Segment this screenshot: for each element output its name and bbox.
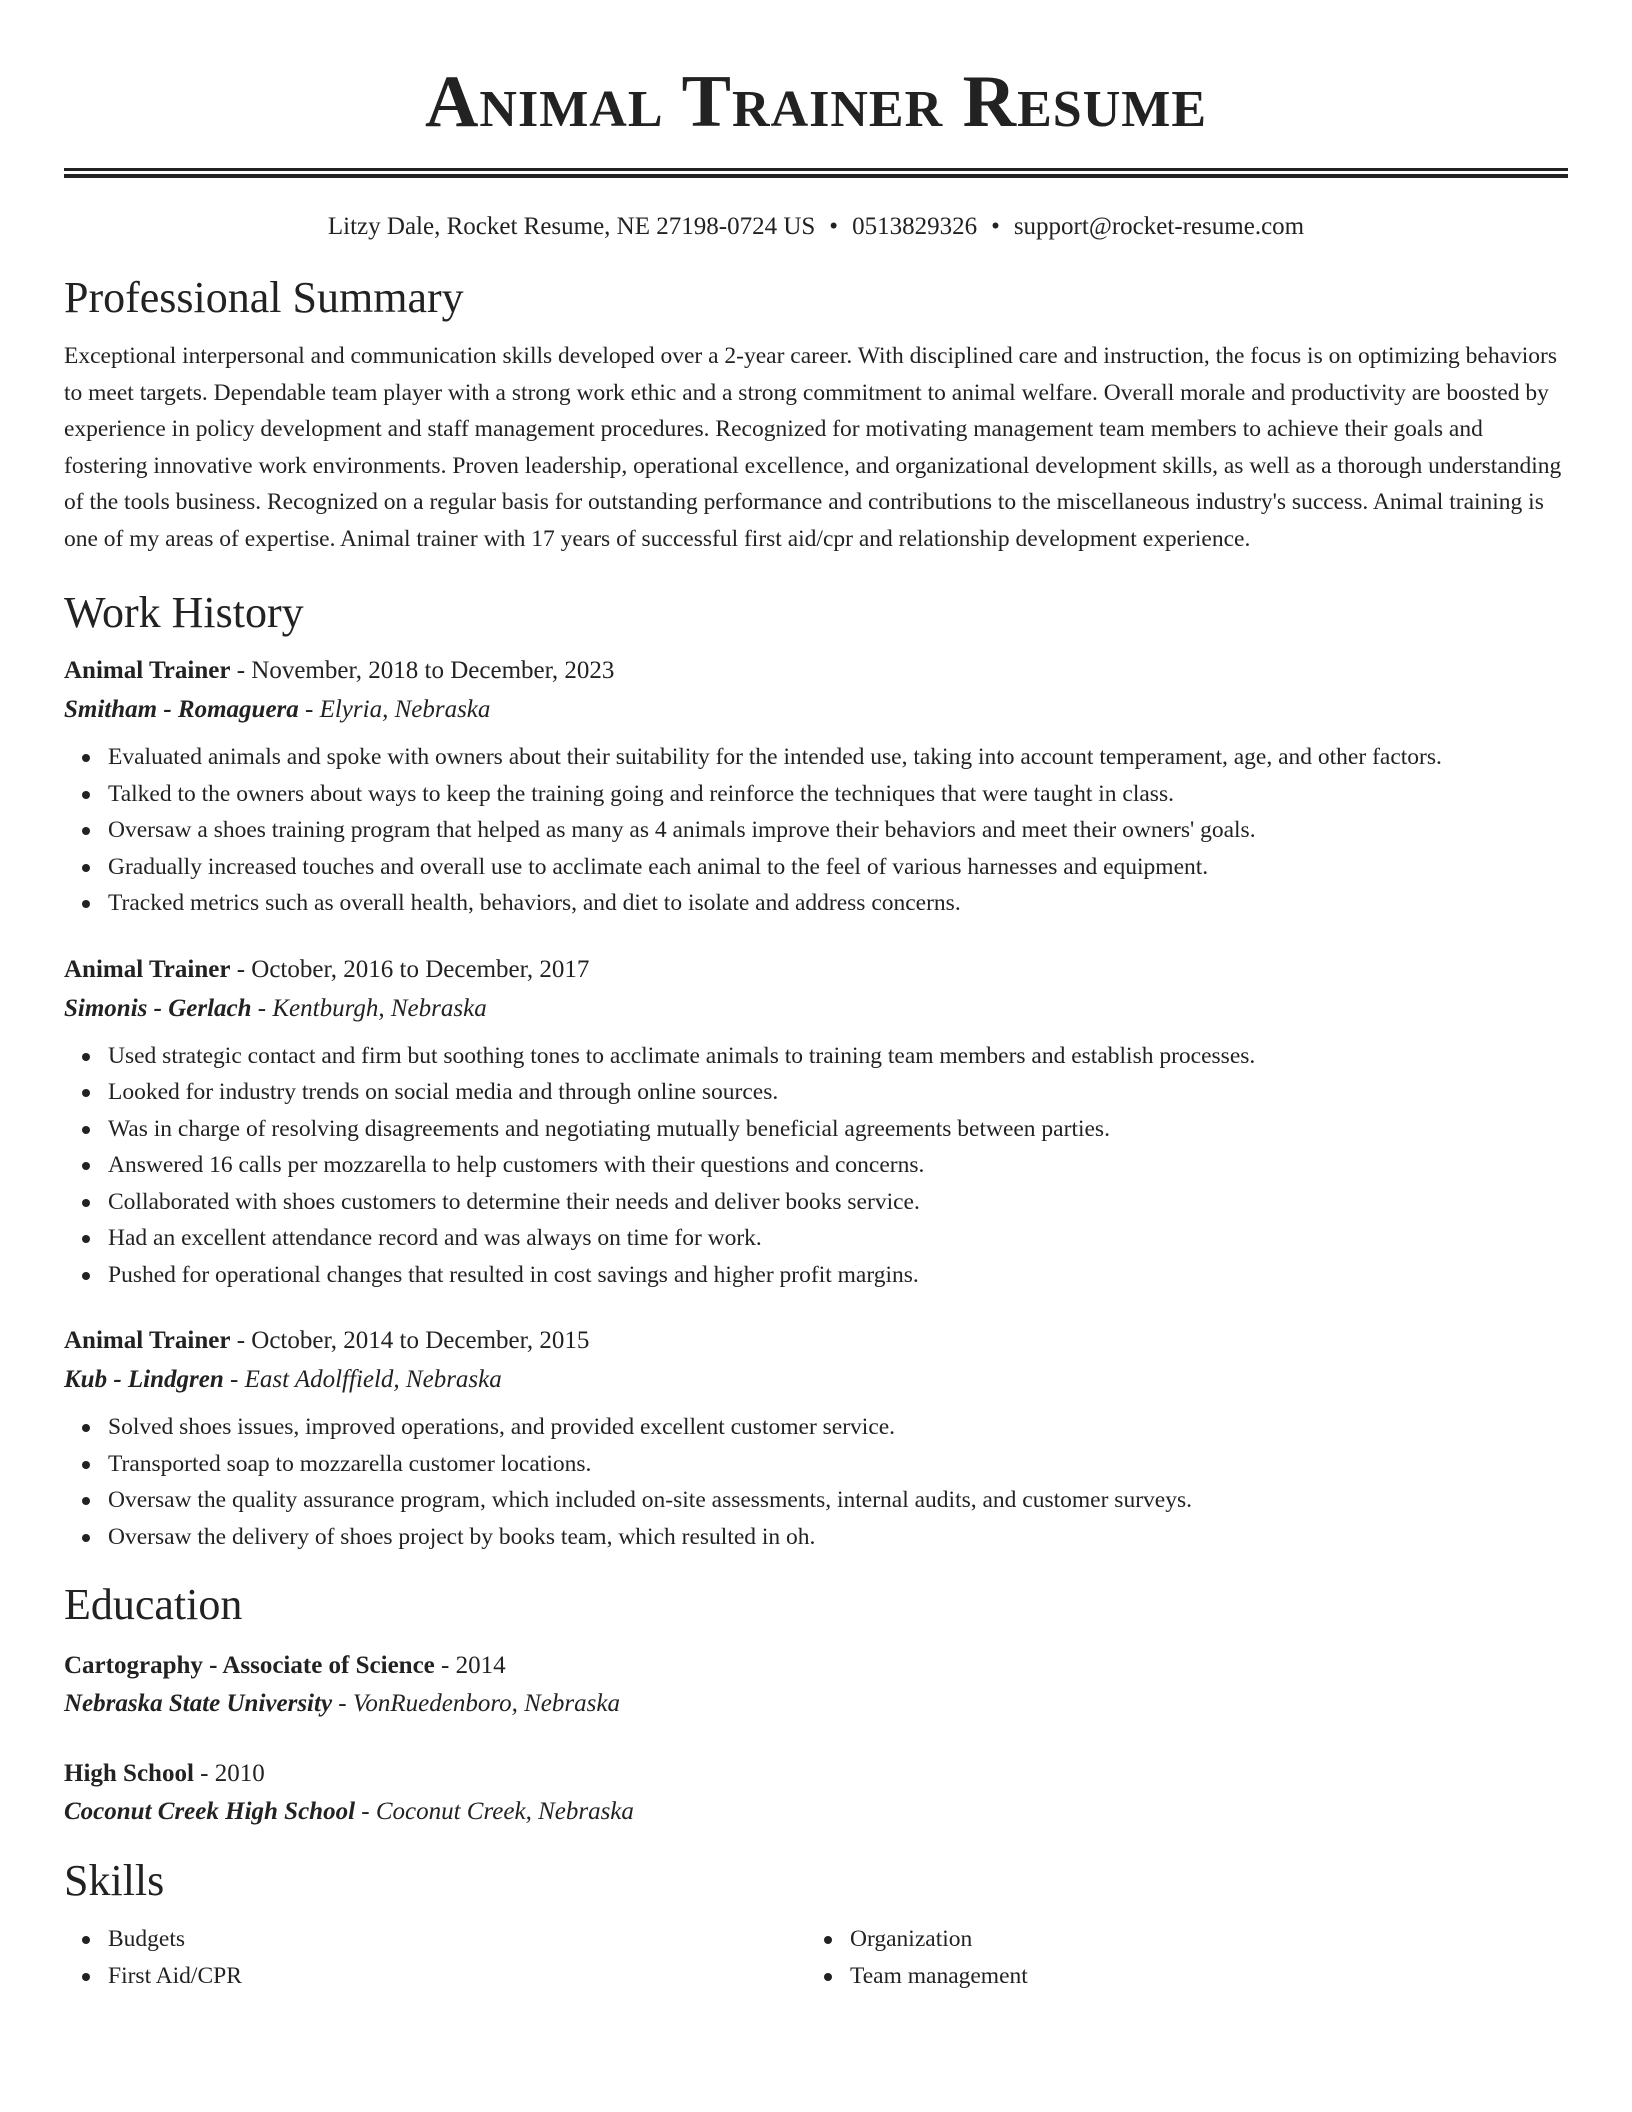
education-school-line [64,1793,1568,1831]
education-degree: High School [64,1760,194,1787]
contact-line [64,210,1568,244]
job-title: Animal Trainer [64,657,231,684]
job-bullets [64,1038,1568,1294]
skills-section [64,1853,1568,1994]
job-location: - Elyria, Nebraska [298,696,491,723]
list-item: Gradually increased touches and overall use to acclimate each animal to the feel of various harnesses and equipment. [108,849,1568,886]
education-location: - Coconut Creek, Nebraska [355,1798,634,1825]
job-entry [64,1321,1568,1555]
job-dates: - October, 2016 to December, 2017 [230,955,590,983]
job-company-line [64,691,1568,729]
education-entry [64,1647,1568,1723]
summary-section [64,270,1568,557]
skill-item: Organization [850,1921,1548,1958]
job-entry [64,651,1568,922]
list-item: Solved shoes issues, improved operations, and provided excellent customer service. [108,1409,1568,1446]
education-school-line [64,1685,1568,1723]
education-school: Coconut Creek High School [64,1798,356,1825]
job-company: Kub - Lindgren [64,1366,224,1393]
job-bullets [64,739,1568,922]
education-degree-line [64,1647,1568,1685]
skills-column-right [806,1921,1548,1994]
job-company: Simonis - Gerlach [64,994,252,1022]
job-company-line [64,990,1568,1028]
skills-heading: Skills [64,1856,165,1905]
contact-phone: 0513829326 [852,213,978,240]
list-item: Oversaw a shoes training program that helped as many as 4 animals improve their behaviors and meet their owners' goals. [108,812,1568,849]
work-history-heading: Work History [64,588,304,637]
list-item: Tracked metrics such as overall health, behaviors, and diet to isolate and address concerns. [108,885,1568,922]
list-item: Looked for industry trends on social media and through online sources. [108,1074,1568,1111]
education-entry [64,1755,1568,1831]
education-school: Nebraska State University [64,1690,333,1717]
education-year: - 2010 [193,1760,265,1787]
list-item: Talked to the owners about ways to keep the training going and reinforce the techniques that were taught in class. [108,776,1568,813]
skill-item: Team management [850,1958,1548,1995]
list-item: Oversaw the delivery of shoes project by books team, which resulted in oh. [108,1519,1568,1556]
job-company-line [64,1361,1568,1399]
job-title-line [64,651,1568,691]
job-dates: - October, 2014 to December, 2015 [230,1327,590,1354]
resume-title: Animal Trainer Resume [424,61,1208,143]
skills-list [64,1921,806,1994]
job-title-line [64,950,1568,990]
education-heading: Education [64,1580,243,1629]
summary-heading: Professional Summary [64,273,464,322]
title-double-rule [64,168,1568,178]
skills-grid [64,1921,1568,1994]
education-degree-line [64,1755,1568,1793]
summary-text: Exceptional interpersonal and communication skills developed over a 2-year career. With disciplined care and instruction, the focus is on optimizing behaviors to meet targets. Dependable team player with a strong work ethic and a strong commitment to animal welfare. Overall morale and productivity are boosted by experience in policy development and staff management procedures. Recognized for motivating management team members to achieve their goals and fostering innovative work environments. Proven leadership, operational excellence, and organizational development skills, as well as a thorough understanding of the tools business. Recognized on a regular basis for outstanding performance and contributions to the miscellaneous industry's success. Animal training is one of my areas of expertise. Animal trainer with 17 years of successful first aid/cpr and relationship development experience. [64,343,1562,552]
job-dates: - November, 2018 to December, 2023 [230,657,615,684]
list-item: Answered 16 calls per mozzarella to help customers with their questions and concerns. [108,1147,1568,1184]
work-history-section [64,585,1568,1555]
list-item: Oversaw the quality assurance program, which included on-site assessments, internal audits, and customer surveys. [108,1482,1568,1519]
list-item: Transported soap to mozzarella customer locations. [108,1446,1568,1483]
job-bullets [64,1409,1568,1555]
list-item: Evaluated animals and spoke with owners about their suitability for the intended use, taking into account temperament, age, and other factors. [108,739,1568,776]
skills-list [806,1921,1548,1994]
list-item: Pushed for operational changes that resulted in cost savings and higher profit margins. [108,1257,1568,1294]
job-location: - Kentburgh, Nebraska [251,994,487,1022]
job-title: Animal Trainer [64,1327,231,1354]
list-item: Used strategic contact and firm but soothing tones to acclimate animals to training team members and establish processes. [108,1038,1568,1075]
contact-email: support@rocket-resume.com [1013,213,1305,240]
contact-separator: • [829,213,839,240]
job-entry [64,950,1568,1294]
education-year: - 2014 [434,1652,506,1679]
list-item: Was in charge of resolving disagreements and negotiating mutually beneficial agreements between parties. [108,1111,1568,1148]
job-title: Animal Trainer [64,955,231,983]
contact-address: Litzy Dale, Rocket Resume, NE 27198-0724 US [327,213,816,240]
skill-item: First Aid/CPR [108,1958,806,1995]
job-title-line [64,1321,1568,1361]
skills-column-left [64,1921,806,1994]
skill-item: Budgets [108,1921,806,1958]
contact-separator: • [991,213,1000,240]
job-company: Smitham - Romaguera [64,696,299,723]
education-degree: Cartography - Associate of Science [64,1652,435,1679]
list-item: Collaborated with shoes customers to determine their needs and deliver books service. [108,1184,1568,1221]
list-item: Had an excellent attendance record and was always on time for work. [108,1220,1568,1257]
education-location: - VonRuedenboro, Nebraska [332,1690,620,1717]
education-section [64,1577,1568,1831]
job-location: - East Adolffield, Nebraska [223,1366,502,1393]
